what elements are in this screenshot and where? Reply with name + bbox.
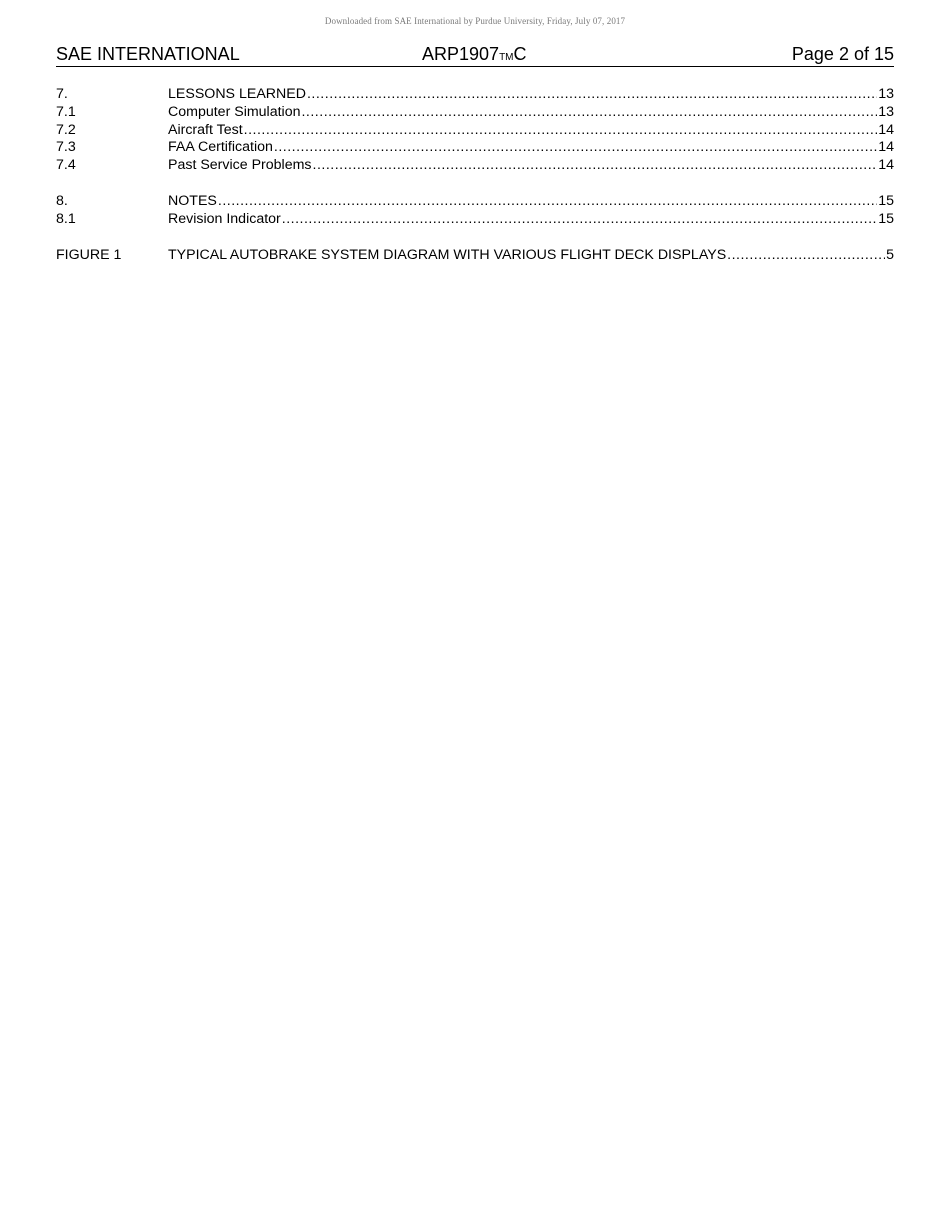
toc-entry-page: 14 [878,121,894,138]
toc-entry-page: 14 [878,157,894,174]
toc-entry-number: 8. [56,192,68,209]
publisher-name: SAE INTERNATIONAL [56,44,240,64]
toc-entry-number: 7. [56,86,68,102]
toc-entry-title: Past Service Problems [168,157,312,174]
dot-leader [727,247,885,265]
toc-entry[interactable] [56,211,894,229]
toc-entry[interactable] [56,122,894,140]
toc-entry-page: 5 [886,246,894,263]
toc-entry[interactable] [56,104,894,122]
toc-entry[interactable] [56,157,894,175]
toc-entry-title: Computer Simulation [168,103,301,120]
toc-entry-number: FIGURE 1 [56,246,122,263]
toc-entry-title: Aircraft Test [168,121,243,138]
document-id-suffix: C [513,44,527,64]
toc-entry-title: NOTES [168,192,217,209]
toc-entry-title: FAA Certification [168,139,273,156]
download-watermark: Downloaded from SAE International by Purdue University, Friday, July 07, 2017 [324,16,626,26]
toc-entry-number: 7.1 [56,103,76,120]
document-id-prefix: ARP1907 [422,44,500,64]
dot-leader [244,122,878,140]
table-of-contents [56,86,894,264]
toc-entry-title: LESSONS LEARNED [168,86,306,102]
dot-leader [301,104,877,122]
dot-leader [218,193,877,211]
document-id [422,44,527,65]
toc-entry-number: 7.2 [56,121,76,138]
toc-entry-title: Revision Indicator [168,210,281,227]
toc-entry-number: 7.3 [56,139,76,156]
toc-entry[interactable] [56,139,894,157]
toc-entry[interactable] [56,193,894,211]
toc-entry-page: 13 [878,86,894,102]
toc-entry-number: 7.4 [56,157,76,174]
toc-entry-page: 13 [878,103,894,120]
trademark-mark: TM [499,52,514,63]
toc-entry-page: 15 [878,192,894,209]
toc-entry-title: TYPICAL AUTOBRAKE SYSTEM DIAGRAM WITH VARIOUS FLIGHT DECK DISPLAYS [168,246,727,263]
dot-leader [313,157,878,175]
toc-entry-page: 15 [878,210,894,227]
dot-leader [307,86,877,104]
toc-entry-page: 14 [878,139,894,156]
dot-leader [274,139,877,157]
page-header [56,44,894,67]
toc-figure-entry[interactable] [56,247,894,265]
toc-entry[interactable] [56,86,894,104]
toc-entry-number: 8.1 [56,210,76,227]
dot-leader [282,211,877,229]
page-number: Page 2 of 15 [791,44,894,64]
